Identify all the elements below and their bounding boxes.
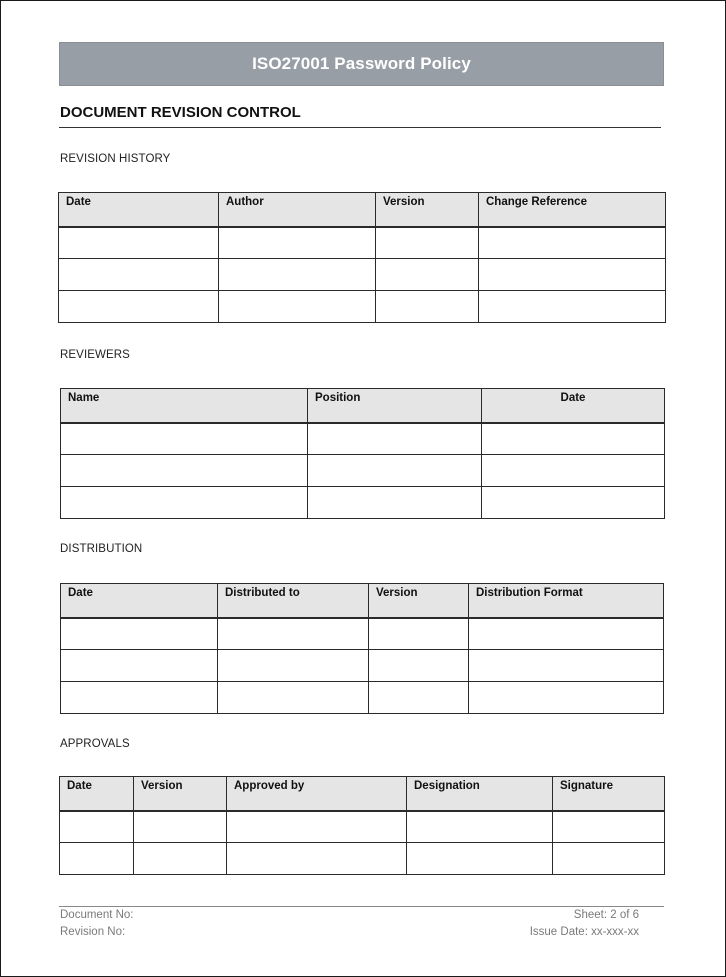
document-title: ISO27001 Password Policy xyxy=(252,54,471,73)
table-cell[interactable] xyxy=(61,487,308,519)
table-cell[interactable] xyxy=(60,811,134,843)
heading-divider xyxy=(59,127,661,128)
table-cell[interactable] xyxy=(218,682,369,714)
footer-issue-date: Issue Date: xx-xxx-xx xyxy=(529,926,639,938)
column-header-version: Version xyxy=(134,777,227,811)
column-header-position: Position xyxy=(308,389,482,423)
table-cell[interactable] xyxy=(376,259,479,291)
table-cell[interactable] xyxy=(308,423,482,455)
table-cell[interactable] xyxy=(219,259,376,291)
table-cell[interactable] xyxy=(59,259,219,291)
table-cell[interactable] xyxy=(61,650,218,682)
column-header-designation: Designation xyxy=(407,777,553,811)
table-cell[interactable] xyxy=(308,487,482,519)
revision-history-table xyxy=(58,192,666,323)
column-header-distributed-to: Distributed to xyxy=(218,584,369,618)
table-row xyxy=(61,487,665,519)
column-header-distribution-format: Distribution Format xyxy=(469,584,664,618)
approvals-table xyxy=(59,776,665,875)
table-cell[interactable] xyxy=(308,455,482,487)
table-cell[interactable] xyxy=(369,682,469,714)
table-cell[interactable] xyxy=(553,843,665,875)
table-row xyxy=(59,291,666,323)
table-cell[interactable] xyxy=(469,618,664,650)
table-cell[interactable] xyxy=(218,650,369,682)
footer-divider xyxy=(59,906,664,907)
approvals-label: APPROVALS xyxy=(60,738,130,750)
table-cell[interactable] xyxy=(134,811,227,843)
table-row xyxy=(60,843,665,875)
table-row xyxy=(61,455,665,487)
table-cell[interactable] xyxy=(482,455,665,487)
table-row xyxy=(59,259,666,291)
table-cell[interactable] xyxy=(369,618,469,650)
footer-document-no: Document No: xyxy=(60,909,134,921)
table-cell[interactable] xyxy=(553,811,665,843)
table-cell[interactable] xyxy=(219,227,376,259)
reviewers-label: REVIEWERS xyxy=(60,349,130,361)
table-cell[interactable] xyxy=(376,227,479,259)
table-cell[interactable] xyxy=(61,423,308,455)
table-row xyxy=(61,682,664,714)
column-header-name: Name xyxy=(61,389,308,423)
reviewers-table xyxy=(60,388,665,519)
table-cell[interactable] xyxy=(227,843,407,875)
table-cell[interactable] xyxy=(369,650,469,682)
table-cell[interactable] xyxy=(61,682,218,714)
table-cell[interactable] xyxy=(61,618,218,650)
column-header-signature: Signature xyxy=(553,777,665,811)
table-cell[interactable] xyxy=(218,618,369,650)
footer-revision-no: Revision No: xyxy=(60,926,126,938)
table-row xyxy=(61,618,664,650)
table-cell[interactable] xyxy=(59,227,219,259)
table-row xyxy=(60,811,665,843)
column-header-date: Date xyxy=(60,777,134,811)
distribution-table xyxy=(60,583,664,714)
table-cell[interactable] xyxy=(59,291,219,323)
table-cell[interactable] xyxy=(134,843,227,875)
column-header-date: Date xyxy=(61,584,218,618)
column-header-date: Date xyxy=(59,193,219,227)
table-cell[interactable] xyxy=(227,811,407,843)
column-header-author: Author xyxy=(219,193,376,227)
table-cell[interactable] xyxy=(219,291,376,323)
column-header-date: Date xyxy=(482,389,665,423)
revision-history-label: REVISION HISTORY xyxy=(60,153,171,165)
table-cell[interactable] xyxy=(376,291,479,323)
column-header-version: Version xyxy=(369,584,469,618)
column-header-version: Version xyxy=(376,193,479,227)
table-cell[interactable] xyxy=(469,682,664,714)
table-cell[interactable] xyxy=(482,487,665,519)
title-banner xyxy=(59,42,664,86)
table-row xyxy=(61,650,664,682)
table-cell[interactable] xyxy=(407,843,553,875)
table-cell[interactable] xyxy=(479,291,666,323)
column-header-change-reference: Change Reference xyxy=(479,193,666,227)
table-row xyxy=(61,423,665,455)
distribution-label: DISTRIBUTION xyxy=(60,543,143,555)
table-cell[interactable] xyxy=(61,455,308,487)
table-cell[interactable] xyxy=(407,811,553,843)
table-cell[interactable] xyxy=(482,423,665,455)
column-header-approved-by: Approved by xyxy=(227,777,407,811)
table-row xyxy=(59,227,666,259)
section-heading: DOCUMENT REVISION CONTROL xyxy=(60,104,301,121)
table-cell[interactable] xyxy=(479,259,666,291)
footer-sheet-number: Sheet: 2 of 6 xyxy=(573,909,639,921)
table-cell[interactable] xyxy=(60,843,134,875)
table-cell[interactable] xyxy=(469,650,664,682)
table-cell[interactable] xyxy=(479,227,666,259)
